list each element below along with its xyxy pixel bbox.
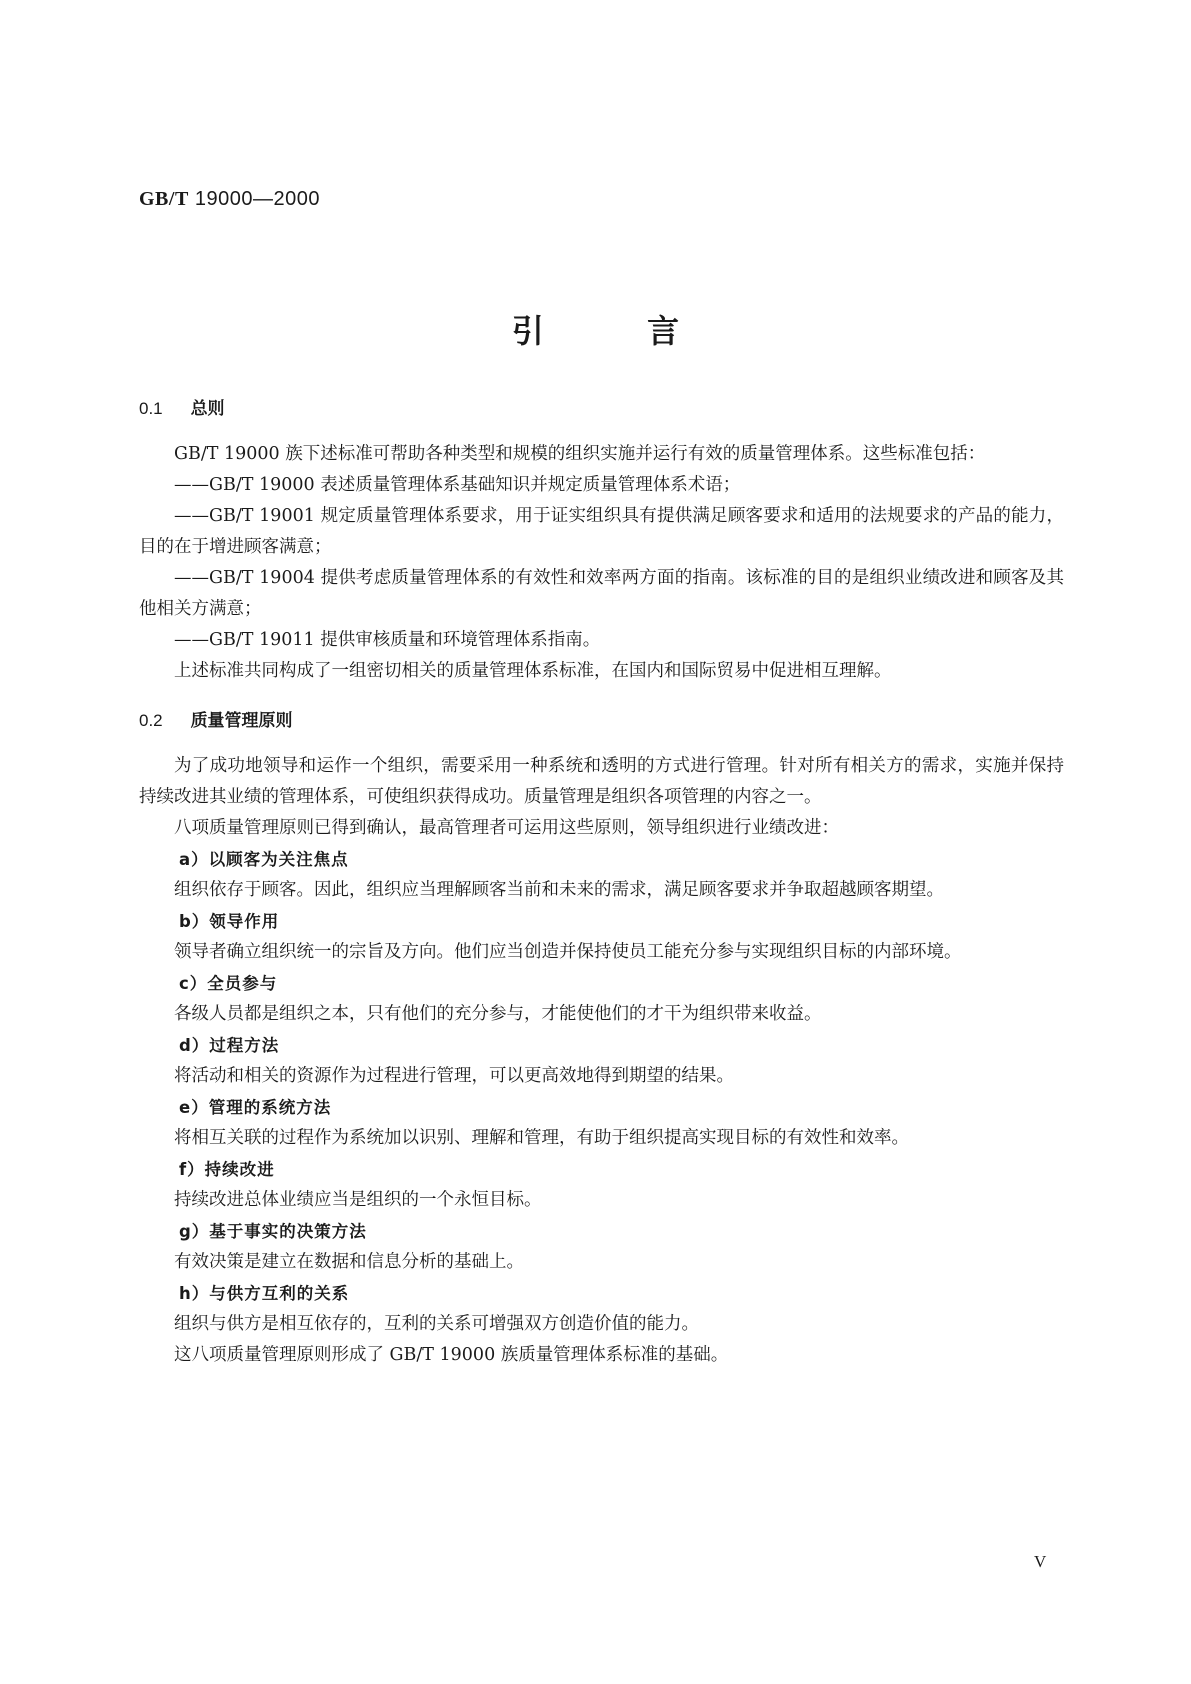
page-title: [0, 306, 1191, 352]
section-number: 0.1: [139, 399, 163, 418]
principle-heading: f）持续改进: [179, 1160, 275, 1179]
paragraph: GB/T 19000 族下述标准可帮助各种类型和规模的组织实施并运行有效的质量管理体系。这些标准包括：: [174, 444, 986, 464]
section-title: 质量管理原则: [190, 711, 293, 731]
principle-text: 有效决策是建立在数据和信息分析的基础上。: [174, 1252, 524, 1272]
list-item: ——GB/T 19000 表述质量管理体系基础知识并规定质量管理体系术语；: [174, 475, 741, 495]
principle-text: 持续改进总体业绩应当是组织的一个永恒目标。: [174, 1190, 542, 1210]
standard-code-prefix: GB/T: [139, 188, 189, 210]
principle-heading: g）基于事实的决策方法: [179, 1222, 367, 1241]
principle-text: 组织与供方是相互依存的，互利的关系可增强双方创造价值的能力。: [174, 1314, 699, 1334]
page-title-char-2: 言: [647, 312, 680, 350]
principle-heading: c）全员参与: [179, 974, 278, 993]
paragraph: 上述标准共同构成了一组密切相关的质量管理体系标准，在国内和国际贸易中促进相互理解。: [174, 661, 892, 681]
standard-code-number: 19000—2000: [194, 188, 320, 210]
principle-heading: b）领导作用: [179, 912, 280, 931]
principle-text: 将相互关联的过程作为系统加以识别、理解和管理，有助于组织提高实现目标的有效性和效率。: [174, 1128, 909, 1148]
principle-text: 组织依存于顾客。因此，组织应当理解顾客当前和未来的需求，满足顾客要求并争取超越顾客期望。: [174, 880, 944, 900]
page-number: V: [1034, 1552, 1047, 1571]
paragraph: 为了成功地领导和运作一个组织，需要采用一种系统和透明的方式进行管理。针对所有相关方的需求，实施并保持持续改进其业绩的管理体系，可使组织获得成功。质量管理是组织各项管理的内容之一。: [139, 756, 1064, 807]
principle-heading: h）与供方互利的关系: [179, 1284, 350, 1303]
section-heading-principles: [139, 705, 1064, 737]
principle-heading: e）管理的系统方法: [179, 1098, 332, 1117]
list-item: ——GB/T 19004 提供考虑质量管理体系的有效性和效率两方面的指南。该标准的目的是组织业绩改进和顾客及其他相关方满意；: [139, 568, 1064, 619]
principle-text: 将活动和相关的资源作为过程进行管理，可以更高效地得到期望的结果。: [174, 1066, 734, 1086]
paragraph: 八项质量管理原则已得到确认，最高管理者可运用这些原则，领导组织进行业绩改进：: [174, 818, 839, 838]
page-title-char-1: 引: [511, 312, 544, 350]
principle-heading: d）过程方法: [179, 1036, 280, 1055]
list-item: ——GB/T 19001 规定质量管理体系要求，用于证实组织具有提供满足顾客要求和适用的法规要求的产品的能力，目的在于增进顾客满意；: [139, 506, 1064, 557]
closing-paragraph: 这八项质量管理原则形成了 GB/T 19000 族质量管理体系标准的基础。: [174, 1345, 729, 1365]
standard-code: [139, 188, 320, 211]
section-number: 0.2: [139, 711, 163, 730]
section-title: 总则: [190, 399, 225, 419]
principle-text: 各级人员都是组织之本，只有他们的充分参与，才能使他们的才干为组织带来收益。: [174, 1004, 822, 1024]
document-body: [139, 393, 1064, 1371]
list-item: ——GB/T 19011 提供审核质量和环境管理体系指南。: [174, 630, 601, 650]
section-heading-general: [139, 393, 1064, 425]
principle-heading: a）以顾客为关注焦点: [179, 850, 349, 869]
principle-text: 领导者确立组织统一的宗旨及方向。他们应当创造并保持使员工能充分参与实现组织目标的内部环境。: [174, 942, 962, 962]
